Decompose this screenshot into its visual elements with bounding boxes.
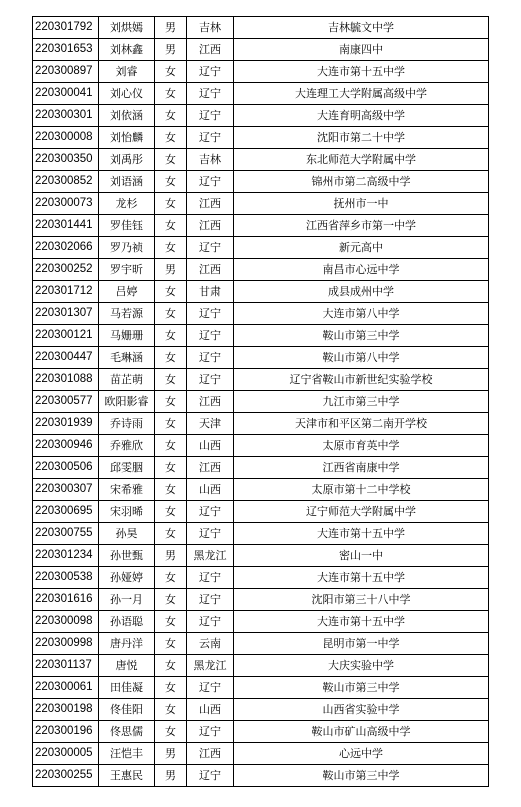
cell-sex: 女	[155, 567, 187, 589]
table-row	[33, 303, 489, 325]
cell-id: 220300041	[33, 83, 99, 105]
cell-sex: 女	[155, 501, 187, 523]
cell-id: 220300121	[33, 325, 99, 347]
cell-school: 心远中学	[234, 743, 489, 765]
cell-school: 鞍山市第八中学	[234, 347, 489, 369]
cell-id: 220300255	[33, 765, 99, 787]
cell-school: 鞍山市第三中学	[234, 325, 489, 347]
table-row	[33, 83, 489, 105]
cell-sex: 女	[155, 281, 187, 303]
cell-name: 佟佳阳	[99, 699, 155, 721]
cell-province: 江西	[187, 391, 234, 413]
cell-name: 田佳凝	[99, 677, 155, 699]
cell-name: 罗乃祯	[99, 237, 155, 259]
cell-id: 220301234	[33, 545, 99, 567]
cell-school: 大连市第十五中学	[234, 61, 489, 83]
cell-school: 南昌市心远中学	[234, 259, 489, 281]
cell-sex: 女	[155, 347, 187, 369]
cell-province: 辽宁	[187, 347, 234, 369]
table-row	[33, 699, 489, 721]
cell-id: 220300307	[33, 479, 99, 501]
cell-id: 220300098	[33, 611, 99, 633]
cell-id: 220300897	[33, 61, 99, 83]
cell-province: 辽宁	[187, 61, 234, 83]
cell-school: 山西省实验中学	[234, 699, 489, 721]
cell-id: 220301137	[33, 655, 99, 677]
cell-id: 220300695	[33, 501, 99, 523]
cell-name: 汪恺丰	[99, 743, 155, 765]
cell-name: 唐丹洋	[99, 633, 155, 655]
cell-name: 刘心仪	[99, 83, 155, 105]
cell-province: 辽宁	[187, 237, 234, 259]
cell-school: 成县成州中学	[234, 281, 489, 303]
cell-name: 毛琳涵	[99, 347, 155, 369]
table-row	[33, 391, 489, 413]
cell-sex: 女	[155, 413, 187, 435]
table-row	[33, 457, 489, 479]
cell-id: 220300447	[33, 347, 99, 369]
cell-sex: 男	[155, 743, 187, 765]
cell-sex: 女	[155, 325, 187, 347]
cell-province: 辽宁	[187, 105, 234, 127]
cell-province: 山西	[187, 435, 234, 457]
table-row	[33, 523, 489, 545]
cell-province: 辽宁	[187, 589, 234, 611]
cell-sex: 男	[155, 17, 187, 39]
cell-school: 太原市第十二中学校	[234, 479, 489, 501]
cell-id: 220300005	[33, 743, 99, 765]
table-row	[33, 501, 489, 523]
cell-id: 220301792	[33, 17, 99, 39]
cell-school: 吉林毓文中学	[234, 17, 489, 39]
cell-province: 江西	[187, 457, 234, 479]
table-row	[33, 611, 489, 633]
table-row	[33, 567, 489, 589]
cell-id: 220300301	[33, 105, 99, 127]
cell-school: 鞍山市第三中学	[234, 765, 489, 787]
cell-sex: 女	[155, 303, 187, 325]
cell-school: 东北师范大学附属中学	[234, 149, 489, 171]
cell-name: 刘依涵	[99, 105, 155, 127]
cell-province: 吉林	[187, 149, 234, 171]
cell-id: 220300061	[33, 677, 99, 699]
cell-province: 辽宁	[187, 677, 234, 699]
cell-sex: 女	[155, 721, 187, 743]
cell-province: 辽宁	[187, 721, 234, 743]
cell-sex: 女	[155, 105, 187, 127]
cell-id: 220301712	[33, 281, 99, 303]
cell-school: 大连理工大学附属高级中学	[234, 83, 489, 105]
cell-name: 苗芷萌	[99, 369, 155, 391]
cell-school: 九江市第三中学	[234, 391, 489, 413]
table-row	[33, 193, 489, 215]
cell-province: 云南	[187, 633, 234, 655]
cell-school: 大庆实验中学	[234, 655, 489, 677]
cell-name: 马姗珊	[99, 325, 155, 347]
cell-province: 江西	[187, 39, 234, 61]
cell-province: 辽宁	[187, 171, 234, 193]
table-row	[33, 325, 489, 347]
cell-school: 鞍山市矿山高级中学	[234, 721, 489, 743]
cell-id: 220300755	[33, 523, 99, 545]
cell-id: 220300946	[33, 435, 99, 457]
cell-name: 刘林鑫	[99, 39, 155, 61]
cell-name: 孙一月	[99, 589, 155, 611]
cell-province: 辽宁	[187, 523, 234, 545]
cell-name: 欧阳影睿	[99, 391, 155, 413]
table-row	[33, 149, 489, 171]
cell-name: 龙杉	[99, 193, 155, 215]
cell-sex: 女	[155, 193, 187, 215]
cell-id: 220301653	[33, 39, 99, 61]
cell-school: 昆明市第一中学	[234, 633, 489, 655]
cell-school: 江西省南康中学	[234, 457, 489, 479]
cell-id: 220300252	[33, 259, 99, 281]
table-row	[33, 743, 489, 765]
cell-school: 锦州市第二高级中学	[234, 171, 489, 193]
cell-sex: 女	[155, 699, 187, 721]
cell-province: 黑龙江	[187, 545, 234, 567]
cell-province: 辽宁	[187, 501, 234, 523]
cell-name: 罗佳钰	[99, 215, 155, 237]
cell-school: 大连育明高级中学	[234, 105, 489, 127]
cell-sex: 女	[155, 611, 187, 633]
cell-province: 辽宁	[187, 325, 234, 347]
cell-school: 太原市育英中学	[234, 435, 489, 457]
cell-school: 天津市和平区第二南开学校	[234, 413, 489, 435]
cell-province: 辽宁	[187, 369, 234, 391]
cell-name: 乔诗雨	[99, 413, 155, 435]
cell-province: 江西	[187, 743, 234, 765]
cell-sex: 女	[155, 237, 187, 259]
table-row	[33, 677, 489, 699]
cell-province: 江西	[187, 193, 234, 215]
cell-id: 220300852	[33, 171, 99, 193]
cell-name: 马若源	[99, 303, 155, 325]
cell-province: 甘肃	[187, 281, 234, 303]
cell-school: 辽宁省鞍山市新世纪实验学校	[234, 369, 489, 391]
cell-province: 山西	[187, 479, 234, 501]
cell-sex: 男	[155, 545, 187, 567]
cell-province: 江西	[187, 259, 234, 281]
cell-id: 220300506	[33, 457, 99, 479]
cell-province: 山西	[187, 699, 234, 721]
roster-body	[33, 17, 489, 787]
table-row	[33, 435, 489, 457]
cell-name: 宋希雅	[99, 479, 155, 501]
cell-province: 江西	[187, 215, 234, 237]
table-row	[33, 127, 489, 149]
cell-sex: 女	[155, 83, 187, 105]
cell-sex: 男	[155, 39, 187, 61]
cell-sex: 男	[155, 259, 187, 281]
cell-province: 天津	[187, 413, 234, 435]
cell-name: 吕婷	[99, 281, 155, 303]
cell-id: 220300073	[33, 193, 99, 215]
table-row	[33, 171, 489, 193]
cell-sex: 女	[155, 655, 187, 677]
cell-school: 大连市第十五中学	[234, 611, 489, 633]
cell-school: 江西省萍乡市第一中学	[234, 215, 489, 237]
table-row	[33, 347, 489, 369]
cell-sex: 女	[155, 127, 187, 149]
cell-id: 220300196	[33, 721, 99, 743]
cell-province: 辽宁	[187, 567, 234, 589]
cell-school: 南康四中	[234, 39, 489, 61]
table-row	[33, 39, 489, 61]
cell-sex: 女	[155, 61, 187, 83]
cell-province: 辽宁	[187, 303, 234, 325]
table-row	[33, 721, 489, 743]
cell-sex: 女	[155, 391, 187, 413]
cell-province: 黑龙江	[187, 655, 234, 677]
cell-id: 220300538	[33, 567, 99, 589]
cell-name: 刘睿	[99, 61, 155, 83]
table-row	[33, 413, 489, 435]
cell-school: 大连市第十五中学	[234, 567, 489, 589]
cell-id: 220300350	[33, 149, 99, 171]
cell-school: 沈阳市第三十八中学	[234, 589, 489, 611]
cell-id: 220301088	[33, 369, 99, 391]
table-row	[33, 281, 489, 303]
cell-sex: 女	[155, 677, 187, 699]
cell-id: 220301307	[33, 303, 99, 325]
cell-name: 宋羽晞	[99, 501, 155, 523]
cell-sex: 女	[155, 589, 187, 611]
cell-name: 刘语涵	[99, 171, 155, 193]
cell-name: 刘烘嫣	[99, 17, 155, 39]
table-row	[33, 105, 489, 127]
cell-id: 220301616	[33, 589, 99, 611]
cell-school: 大连市第十五中学	[234, 523, 489, 545]
cell-name: 唐悦	[99, 655, 155, 677]
cell-school: 沈阳市第二十中学	[234, 127, 489, 149]
cell-sex: 女	[155, 633, 187, 655]
table-row	[33, 215, 489, 237]
cell-province: 辽宁	[187, 83, 234, 105]
cell-sex: 女	[155, 435, 187, 457]
table-row	[33, 655, 489, 677]
cell-name: 孙世甄	[99, 545, 155, 567]
roster-table	[32, 16, 489, 787]
cell-sex: 女	[155, 369, 187, 391]
cell-id: 220302066	[33, 237, 99, 259]
cell-sex: 女	[155, 215, 187, 237]
cell-name: 刘怡麟	[99, 127, 155, 149]
table-row	[33, 237, 489, 259]
cell-id: 220300577	[33, 391, 99, 413]
table-row	[33, 259, 489, 281]
cell-name: 孙语聪	[99, 611, 155, 633]
cell-id: 220301939	[33, 413, 99, 435]
cell-name: 孙娅婷	[99, 567, 155, 589]
cell-sex: 男	[155, 765, 187, 787]
table-row	[33, 61, 489, 83]
cell-province: 辽宁	[187, 127, 234, 149]
cell-name: 佟思儒	[99, 721, 155, 743]
table-row	[33, 765, 489, 787]
cell-sex: 女	[155, 523, 187, 545]
cell-id: 220300008	[33, 127, 99, 149]
cell-school: 辽宁师范大学附属中学	[234, 501, 489, 523]
cell-name: 罗宇昕	[99, 259, 155, 281]
cell-school: 密山一中	[234, 545, 489, 567]
cell-province: 吉林	[187, 17, 234, 39]
cell-name: 乔雅欣	[99, 435, 155, 457]
cell-sex: 女	[155, 457, 187, 479]
table-row	[33, 589, 489, 611]
cell-sex: 女	[155, 479, 187, 501]
table-row	[33, 17, 489, 39]
cell-sex: 女	[155, 171, 187, 193]
cell-id: 220300998	[33, 633, 99, 655]
cell-name: 王惠民	[99, 765, 155, 787]
table-row	[33, 479, 489, 501]
cell-id: 220300198	[33, 699, 99, 721]
cell-name: 邱雯胭	[99, 457, 155, 479]
table-row	[33, 633, 489, 655]
cell-school: 鞍山市第三中学	[234, 677, 489, 699]
table-row	[33, 369, 489, 391]
cell-province: 辽宁	[187, 765, 234, 787]
cell-name: 孙昊	[99, 523, 155, 545]
cell-school: 抚州市一中	[234, 193, 489, 215]
cell-school: 大连市第八中学	[234, 303, 489, 325]
cell-school: 新元高中	[234, 237, 489, 259]
cell-id: 220301441	[33, 215, 99, 237]
cell-province: 辽宁	[187, 611, 234, 633]
cell-name: 刘禹彤	[99, 149, 155, 171]
cell-sex: 女	[155, 149, 187, 171]
table-row	[33, 545, 489, 567]
